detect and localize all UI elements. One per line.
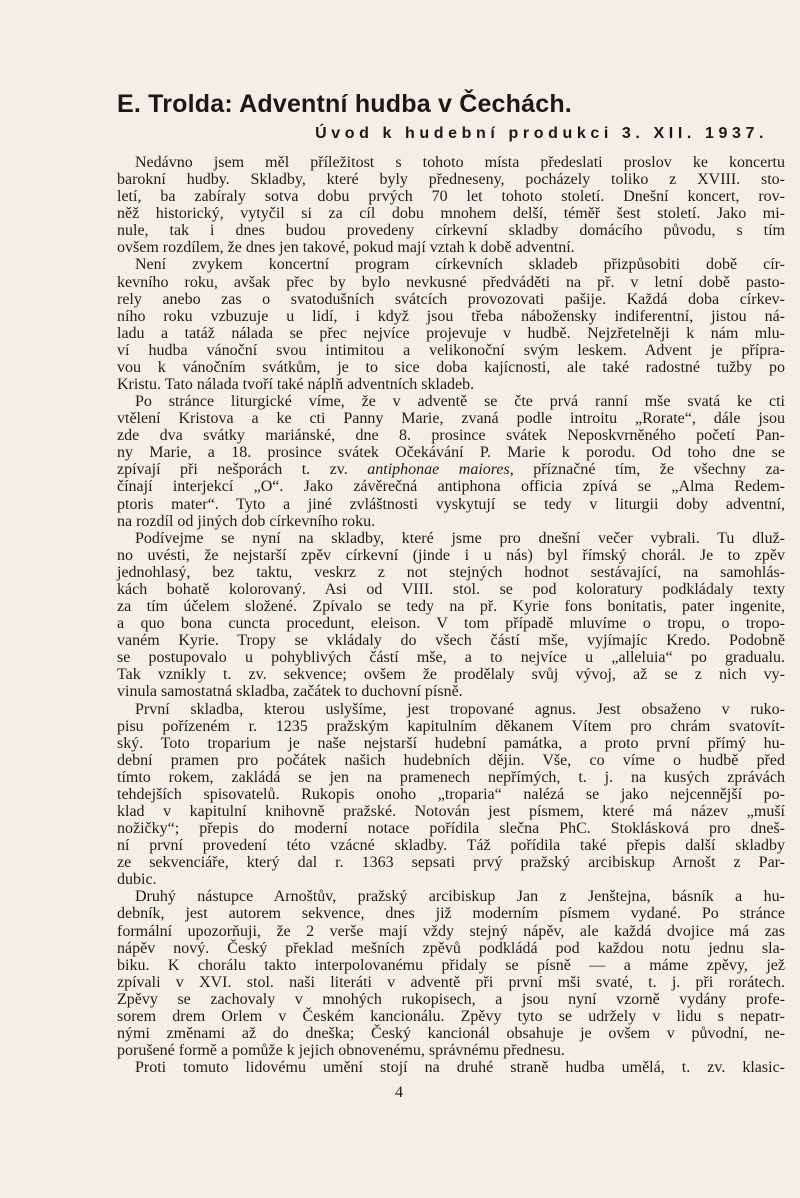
text-line: dební pramen pro počátek našich hudebních dějin. Vše, co víme o hudbě před (117, 751, 785, 769)
text-line: tímto rokem, zakládá se jen na pramenech nepřímých, t. j. na kusých zprávách (117, 768, 785, 786)
text-line: Tak vznikly t. zv. sekvence; ovšem že prodělaly svůj vývoj, až se z nich vy- (117, 666, 785, 684)
text-line: První skladba, kterou uslyšíme, jest tropované agnus. Jest obsaženo v ruko- (135, 700, 785, 718)
text-line: ský. Toto troparium je naše nejstarší hudební památka, a proto první přímý hu- (117, 734, 785, 752)
text-line: a quo bona cuncta procedunt, eleison. V tom případě mluvíme o tropu, o tropo- (117, 615, 785, 633)
text-line: Nedávno jsem měl příležitost s tohoto místa předeslati proslov ke koncertu (135, 154, 785, 171)
article-body (117, 154, 785, 1076)
text-line: ní první provedení této vzácné skladby. Táž pořídila také přepis další skladby (117, 837, 785, 855)
page-number: 4 (395, 1084, 403, 1101)
text-line: letí, ba zabíraly sotva dobu prvých 70 let tohoto století. Dnešní koncert, rov- (117, 188, 785, 206)
text-line: formální upozorňuji, že 2 verše mají vždy stejný nápěv, ale každá dvojice má zas (117, 922, 785, 940)
text-line: ladu a tatáž nálada se přec nejvíce projevuje v hudbě. Nejzřetelněji k nám mlu- (117, 324, 785, 342)
text-line: něž historický, vytyčil si za cíl dobu mnohem delší, téměř šest století. Jako mi- (117, 205, 785, 223)
text-line: nými změnami až do dneška; Český kancionál obsahuje je ovšem v původní, ne- (117, 1024, 785, 1042)
article-title: E. Trolda: Adventní hudba v Čechách. (117, 90, 572, 118)
text-line: na rozdíl od jiných dob církevního roku. (117, 512, 376, 530)
text-line: Po stránce liturgické víme, že v adventě se čte prvá ranní mše svatá ke cti (135, 393, 785, 411)
text-line: zde dva svátky mariánské, dne 8. prosince svátek Neposkvrněného početí Pan- (117, 427, 785, 445)
text-line: ny Marie, a 18. prosince svátek Očekávání P. Marie k porodu. Od toho dne se (117, 444, 785, 462)
text-line: Proti tomuto lidovému umění stojí na druhé straně hudba umělá, t. zv. klasic- (135, 1059, 785, 1077)
text-line: ovšem rozdílem, že dnes jen takové, pokud mají vztah k době adventní. (117, 239, 575, 257)
text-line: Druhý nástupce Arnoštův, pražský arcibiskup Jan z Jenštejna, básník a hu- (135, 888, 785, 906)
text-line: Podívejme se nyní na skladby, které jsme pro dnešní večer vybrali. Tu dluž- (135, 529, 785, 547)
text-line: vaném Kyrie. Tropy se vkládaly do všech částí mše, vyjímajíc Kredo. Podobně (117, 632, 785, 650)
text-line: kách bohatě kolorovaný. Asi od VIII. stol. se pod koloratury podkládaly texty (117, 580, 785, 598)
text-line: ze sekvenciáře, který dal r. 1363 sepsati prvý pražský arcibiskup Arnošt z Par- (117, 854, 785, 872)
text-segment: příznačné tím, že všechny za- (513, 461, 785, 479)
article-subtitle: Úvod k hudební produkci 3. XII. 1937. (315, 125, 768, 142)
text-line: vinula samostatná skladba, začátek to duchovní písně. (117, 683, 463, 701)
italic-term: antiphonae maiores, (367, 461, 514, 479)
text-line: klad v kapitulní knihovně pražské. Notován jest písmem, které má název „muší (117, 802, 785, 820)
text-line: rely anebo zas o svatodušních svátcích provozovati pašije. Každá doba církev- (117, 290, 785, 308)
text-line: Není zvykem koncertní program církevních skladeb přizpůsobiti době cír- (135, 256, 785, 274)
text-line: zpívali v XVI. stol. naši literáti v adventě při první mši svaté, t. j. při rorátech. (117, 973, 785, 991)
text-line: tehdejších spisovatelů. Rukopis onoho „troparia“ nalézá se jako nejcennější po- (117, 785, 785, 803)
text-line: ví hudba vánoční svou intimitou a velikonoční svým leskem. Advent je přípra- (117, 341, 785, 359)
text-line: no uvésti, že nejstarší zpěv církevní (jinde i u nás) byl římský chorál. Je to zpěv (117, 546, 785, 564)
text-line: nožičky“; přepis do moderní notace pořídila slečna PhC. Stoklásková pro dneš- (117, 820, 785, 838)
text-line (117, 461, 785, 478)
text-line: nule, tak i dnes budou provedeny církevní skladby domácího původu, s tím (117, 222, 785, 240)
text-line: sorem drem Orlem v Českém kancionálu. Zpěvy tyto se udržely v lidu s nepatr- (117, 1007, 785, 1025)
text-line: kevního roku, avšak přec by bylo nevkusné předváděti na př. v letní době pasto- (117, 273, 785, 291)
text-line: jednohlasý, bez taktu, veskrz z not stejných hodnot sestávající, na samohlás- (117, 563, 785, 581)
text-segment: zpívají při nešporách t. zv. (117, 461, 368, 479)
text-line: biku. K chorálu takto interpolovanému přidaly se písně — a máme zpěvy, jež (117, 956, 785, 974)
text-line: dubic. (117, 871, 157, 889)
text-line: pisu pořízeném r. 1235 pražským kapitulním děkanem Vítem pro chrám svatovít- (117, 717, 785, 735)
text-line: porušené formě a pomůže k jejich obnovenému, správnému přednesu. (117, 1042, 565, 1060)
text-line: se postupovalo u pohyblivých částí mše, a to nejvíce u „alleluia“ po gradualu. (117, 649, 785, 667)
text-line: debník, jest autorem sekvence, dnes již moderním písmem vydané. Po stránce (117, 905, 785, 923)
text-line: nápěv nový. Český překlad mešních zpěvů podkládá pod každou notu jednu sla- (117, 939, 785, 957)
text-line: vtělení Kristova a ke cti Panny Marie, zvaná podle introitu „Rorate“, dále jsou (117, 410, 785, 428)
text-line: vou k vánočním svátkům, je to sice doba kajícnosti, ale také radostné tužby po (117, 358, 785, 376)
text-line: barokní hudby. Skladby, které byly předneseny, pocházely toliko z XVIII. sto- (117, 171, 785, 189)
text-line: ního roku vzbuzuje u lidí, i když jsou třeba nábožensky indiferentní, jistou ná- (117, 307, 785, 325)
text-line: ptoris mater“. Tyto a jiné zvláštnosti vyskytují se tedy v liturgii doby adventní, (117, 495, 785, 513)
text-line: čínají interjekcí „O“. Jako závěrečná antiphona officia zpívá se „Alma Redem- (117, 478, 785, 496)
text-line: Zpěvy se zachovaly v mnohých rukopisech, a jsou nyní vzorně vydány profe- (117, 990, 785, 1008)
text-line: za tím účelem složené. Zpívalo se tedy na př. Kyrie fons bonitatis, pater ingenite, (117, 598, 785, 616)
text-line: Kristu. Tato nálada tvoří také náplň adventních skladeb. (117, 376, 475, 394)
